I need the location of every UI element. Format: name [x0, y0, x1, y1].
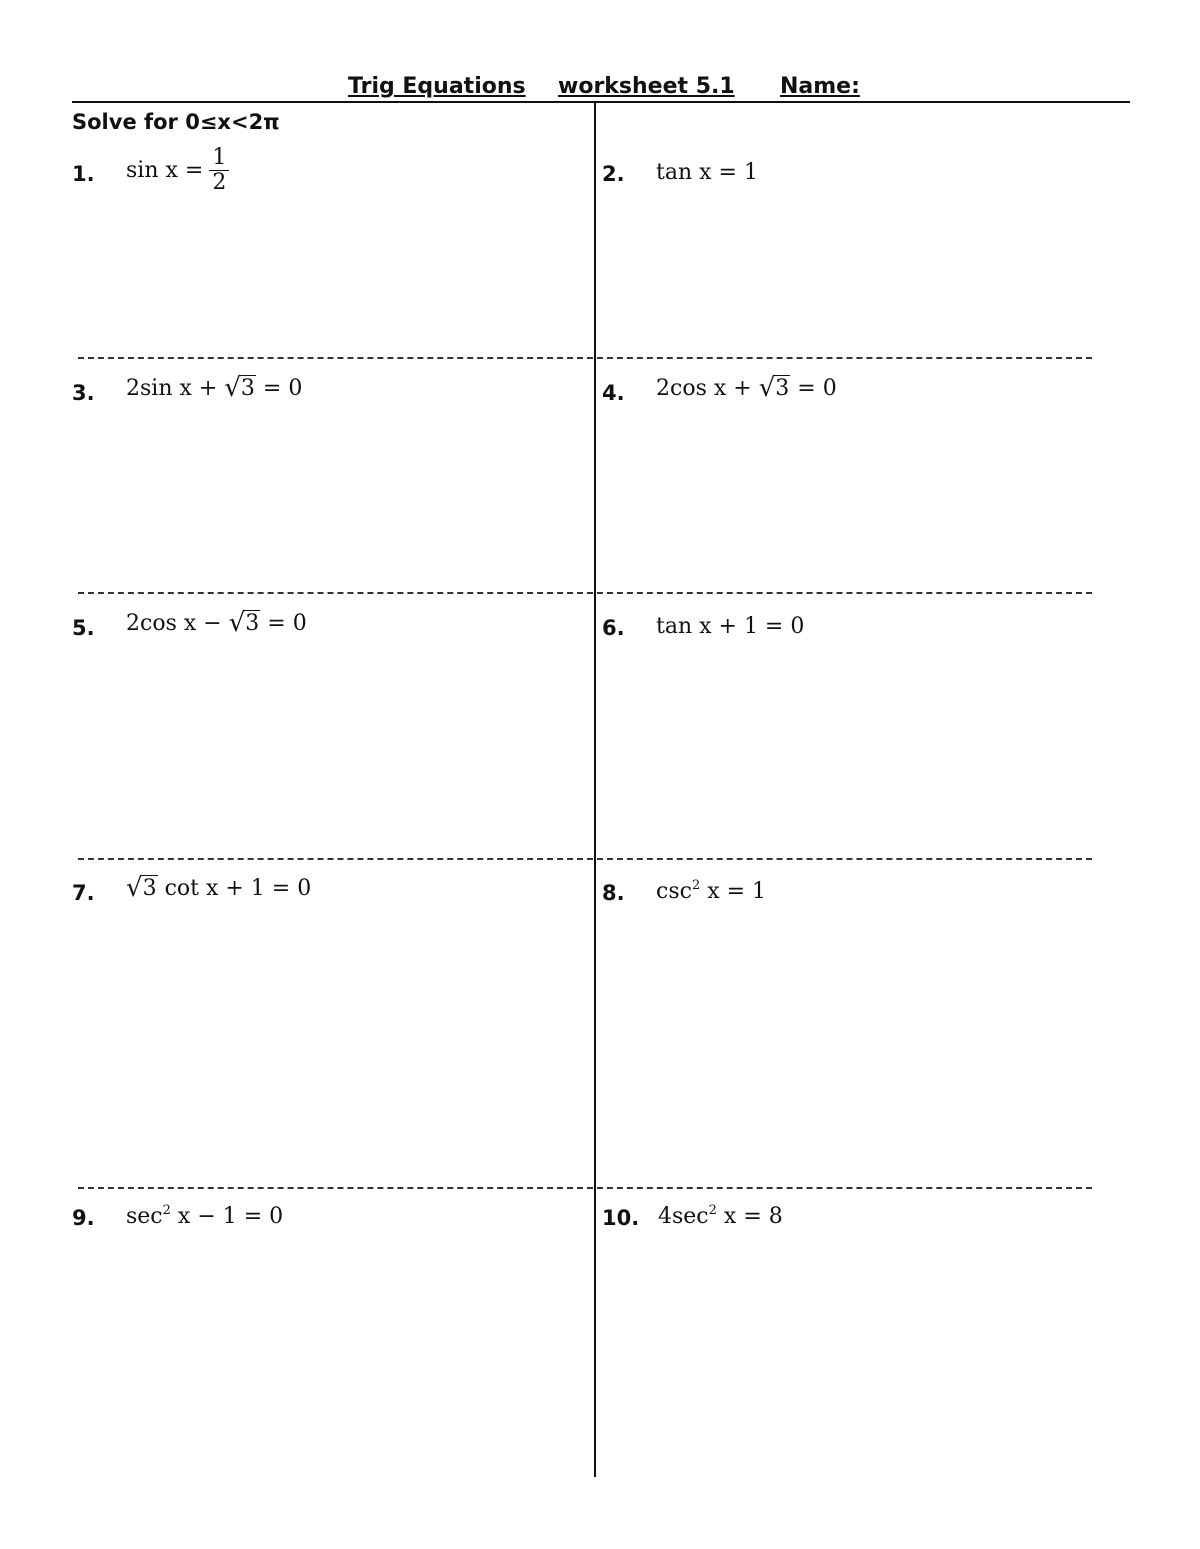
problem-number: 10. — [602, 1206, 640, 1230]
problem-number: 4. — [602, 381, 625, 405]
problem-5-equation — [126, 610, 307, 636]
square-root: √ 3 — [224, 373, 255, 403]
instruction: Solve for 0≤x<2π — [72, 110, 280, 134]
row-divider — [78, 1187, 1092, 1189]
row-divider — [78, 858, 1092, 860]
exponent: 2 — [691, 878, 701, 893]
problem-number: 7. — [72, 881, 95, 905]
equation-pre: sec — [126, 1204, 163, 1229]
problem-4-equation — [656, 375, 837, 401]
problem-number: 2. — [602, 162, 625, 186]
radicand: 3 — [142, 876, 157, 901]
equation-lhs: sin x = — [126, 158, 204, 184]
equation-post: cot x + 1 = 0 — [164, 875, 312, 901]
row-divider — [78, 357, 1092, 359]
equation-text: tan x = 1 — [656, 160, 758, 185]
equation-pre: csc — [656, 879, 692, 904]
worksheet-number: worksheet 5.1 — [558, 74, 735, 99]
fraction-denominator: 2 — [212, 170, 227, 196]
equation-post: = 0 — [267, 610, 307, 636]
equation-post: x = 8 — [723, 1204, 783, 1229]
problem-number: 3. — [72, 381, 95, 405]
equation-pre: 2sin x + — [126, 375, 218, 401]
problem-9-equation — [126, 1204, 283, 1229]
problem-number: 1. — [72, 162, 95, 186]
problem-7-equation — [126, 875, 311, 901]
problem-10-equation — [658, 1204, 783, 1229]
problem-1-equation — [126, 146, 229, 195]
equation-post: = 0 — [262, 375, 303, 401]
name-label: Name: — [780, 74, 860, 99]
problem-number: 6. — [602, 616, 625, 640]
square-root: √ 3 — [126, 873, 157, 903]
equation-pre: 2cos x + — [656, 375, 752, 401]
equation-pre: 2cos x − — [126, 610, 222, 636]
equation-text: tan x + 1 = 0 — [656, 614, 805, 639]
equation-post: = 0 — [797, 375, 837, 401]
equation-pre: 4sec — [658, 1204, 709, 1229]
problem-number: 5. — [72, 616, 95, 640]
radicand: 3 — [245, 611, 260, 636]
column-divider — [594, 103, 596, 1477]
header-rule — [72, 101, 1130, 103]
problem-2-equation — [656, 160, 758, 185]
problem-number: 9. — [72, 1206, 95, 1230]
fraction — [209, 146, 229, 195]
exponent: 2 — [708, 1203, 717, 1218]
problem-3-equation — [126, 375, 302, 401]
row-divider — [78, 592, 1092, 594]
equation-post: x − 1 = 0 — [177, 1204, 284, 1229]
radicand: 3 — [775, 376, 790, 401]
problem-number: 8. — [602, 881, 625, 905]
radicand: 3 — [240, 376, 255, 401]
worksheet-title: Trig Equations — [348, 74, 526, 99]
problem-6-equation — [656, 614, 804, 639]
square-root: √ 3 — [758, 373, 790, 403]
square-root: √ 3 — [228, 608, 260, 638]
exponent: 2 — [162, 1203, 171, 1218]
fraction-numerator: 1 — [209, 146, 229, 171]
problem-8-equation — [656, 879, 766, 904]
equation-post: x = 1 — [707, 879, 767, 904]
